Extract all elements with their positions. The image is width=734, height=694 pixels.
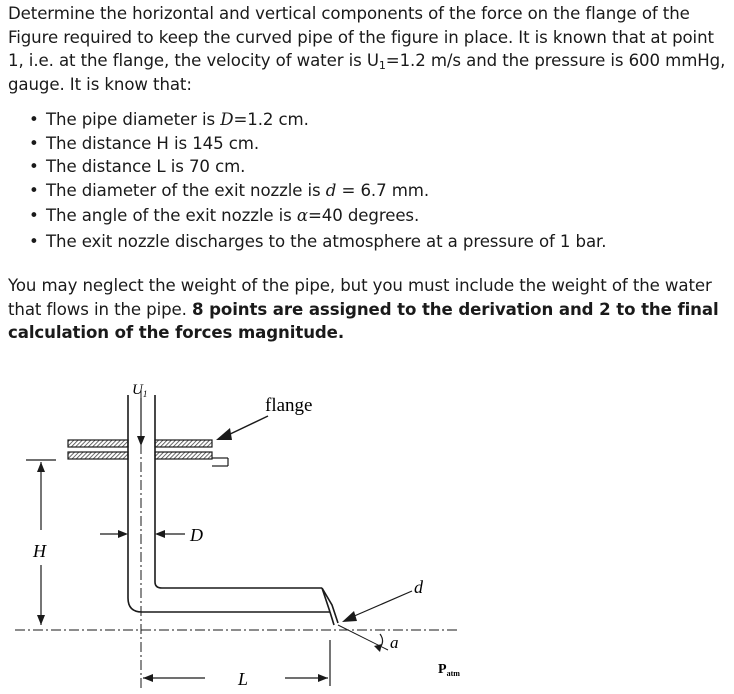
label-patm: $P_{atm}$ bbox=[438, 662, 460, 678]
label-alpha: a bbox=[390, 633, 399, 652]
problem-text bbox=[8, 2, 732, 345]
label-D: D bbox=[190, 525, 203, 545]
label-u1: $U_1$ bbox=[132, 382, 148, 399]
pipe-diagram bbox=[0, 370, 734, 690]
bullet-distance-h: • The distance H is 145 cm. bbox=[46, 132, 732, 156]
pipe-figure bbox=[0, 370, 734, 690]
flange-plates bbox=[68, 440, 228, 466]
closing-text: You may neglect the weight of the pipe, but you must include the weight of the water that flows in the pipe. bbox=[8, 276, 712, 319]
velocity-subscript: 1 bbox=[378, 59, 386, 72]
bullet-atmospheric-discharge: • The exit nozzle discharges to the atmosphere at a pressure of 1 bar. bbox=[46, 230, 732, 254]
problem-closing bbox=[8, 274, 732, 345]
dimension-D bbox=[100, 530, 185, 538]
problem-intro bbox=[8, 2, 732, 96]
intro-text-2: =1.2 m/s and the pressure is 600 mmHg, gauge. It is know that: bbox=[8, 51, 726, 94]
grading-note: 8 points are assigned to the derivation and 2 to the final calculation of the forces magnitude. bbox=[8, 299, 719, 342]
dimension-L bbox=[143, 640, 330, 686]
bullet-nozzle-diameter: • The diameter of the exit nozzle is d = 6.7 mm. bbox=[46, 179, 732, 203]
inlet-flow-arrow bbox=[137, 398, 145, 446]
label-flange: flange bbox=[265, 395, 313, 416]
nozzle-pointer bbox=[352, 591, 412, 617]
flange-pointer bbox=[226, 416, 268, 436]
given-data-list bbox=[8, 108, 732, 253]
label-H: H bbox=[33, 541, 46, 561]
bullet-distance-l: • The distance L is 70 cm. bbox=[46, 155, 732, 179]
angle-arrowhead bbox=[374, 644, 382, 652]
intro-text-1: Determine the horizontal and vertical components of the force on the flange of the Figure required to keep the curved pipe of the figure in place. It is known that at point 1, i.e. at the flange, the velocity of water is U bbox=[8, 4, 714, 70]
bullet-pipe-diameter: • The pipe diameter is D=1.2 cm. bbox=[46, 108, 732, 132]
bullet-nozzle-angle: • The angle of the exit nozzle is α=40 degrees. bbox=[46, 204, 732, 228]
pipe-body bbox=[128, 395, 338, 625]
label-L: L bbox=[238, 669, 249, 689]
nozzle-pointer-head bbox=[342, 611, 357, 622]
label-d: d bbox=[414, 577, 423, 597]
flange-pointer-head bbox=[216, 428, 232, 440]
